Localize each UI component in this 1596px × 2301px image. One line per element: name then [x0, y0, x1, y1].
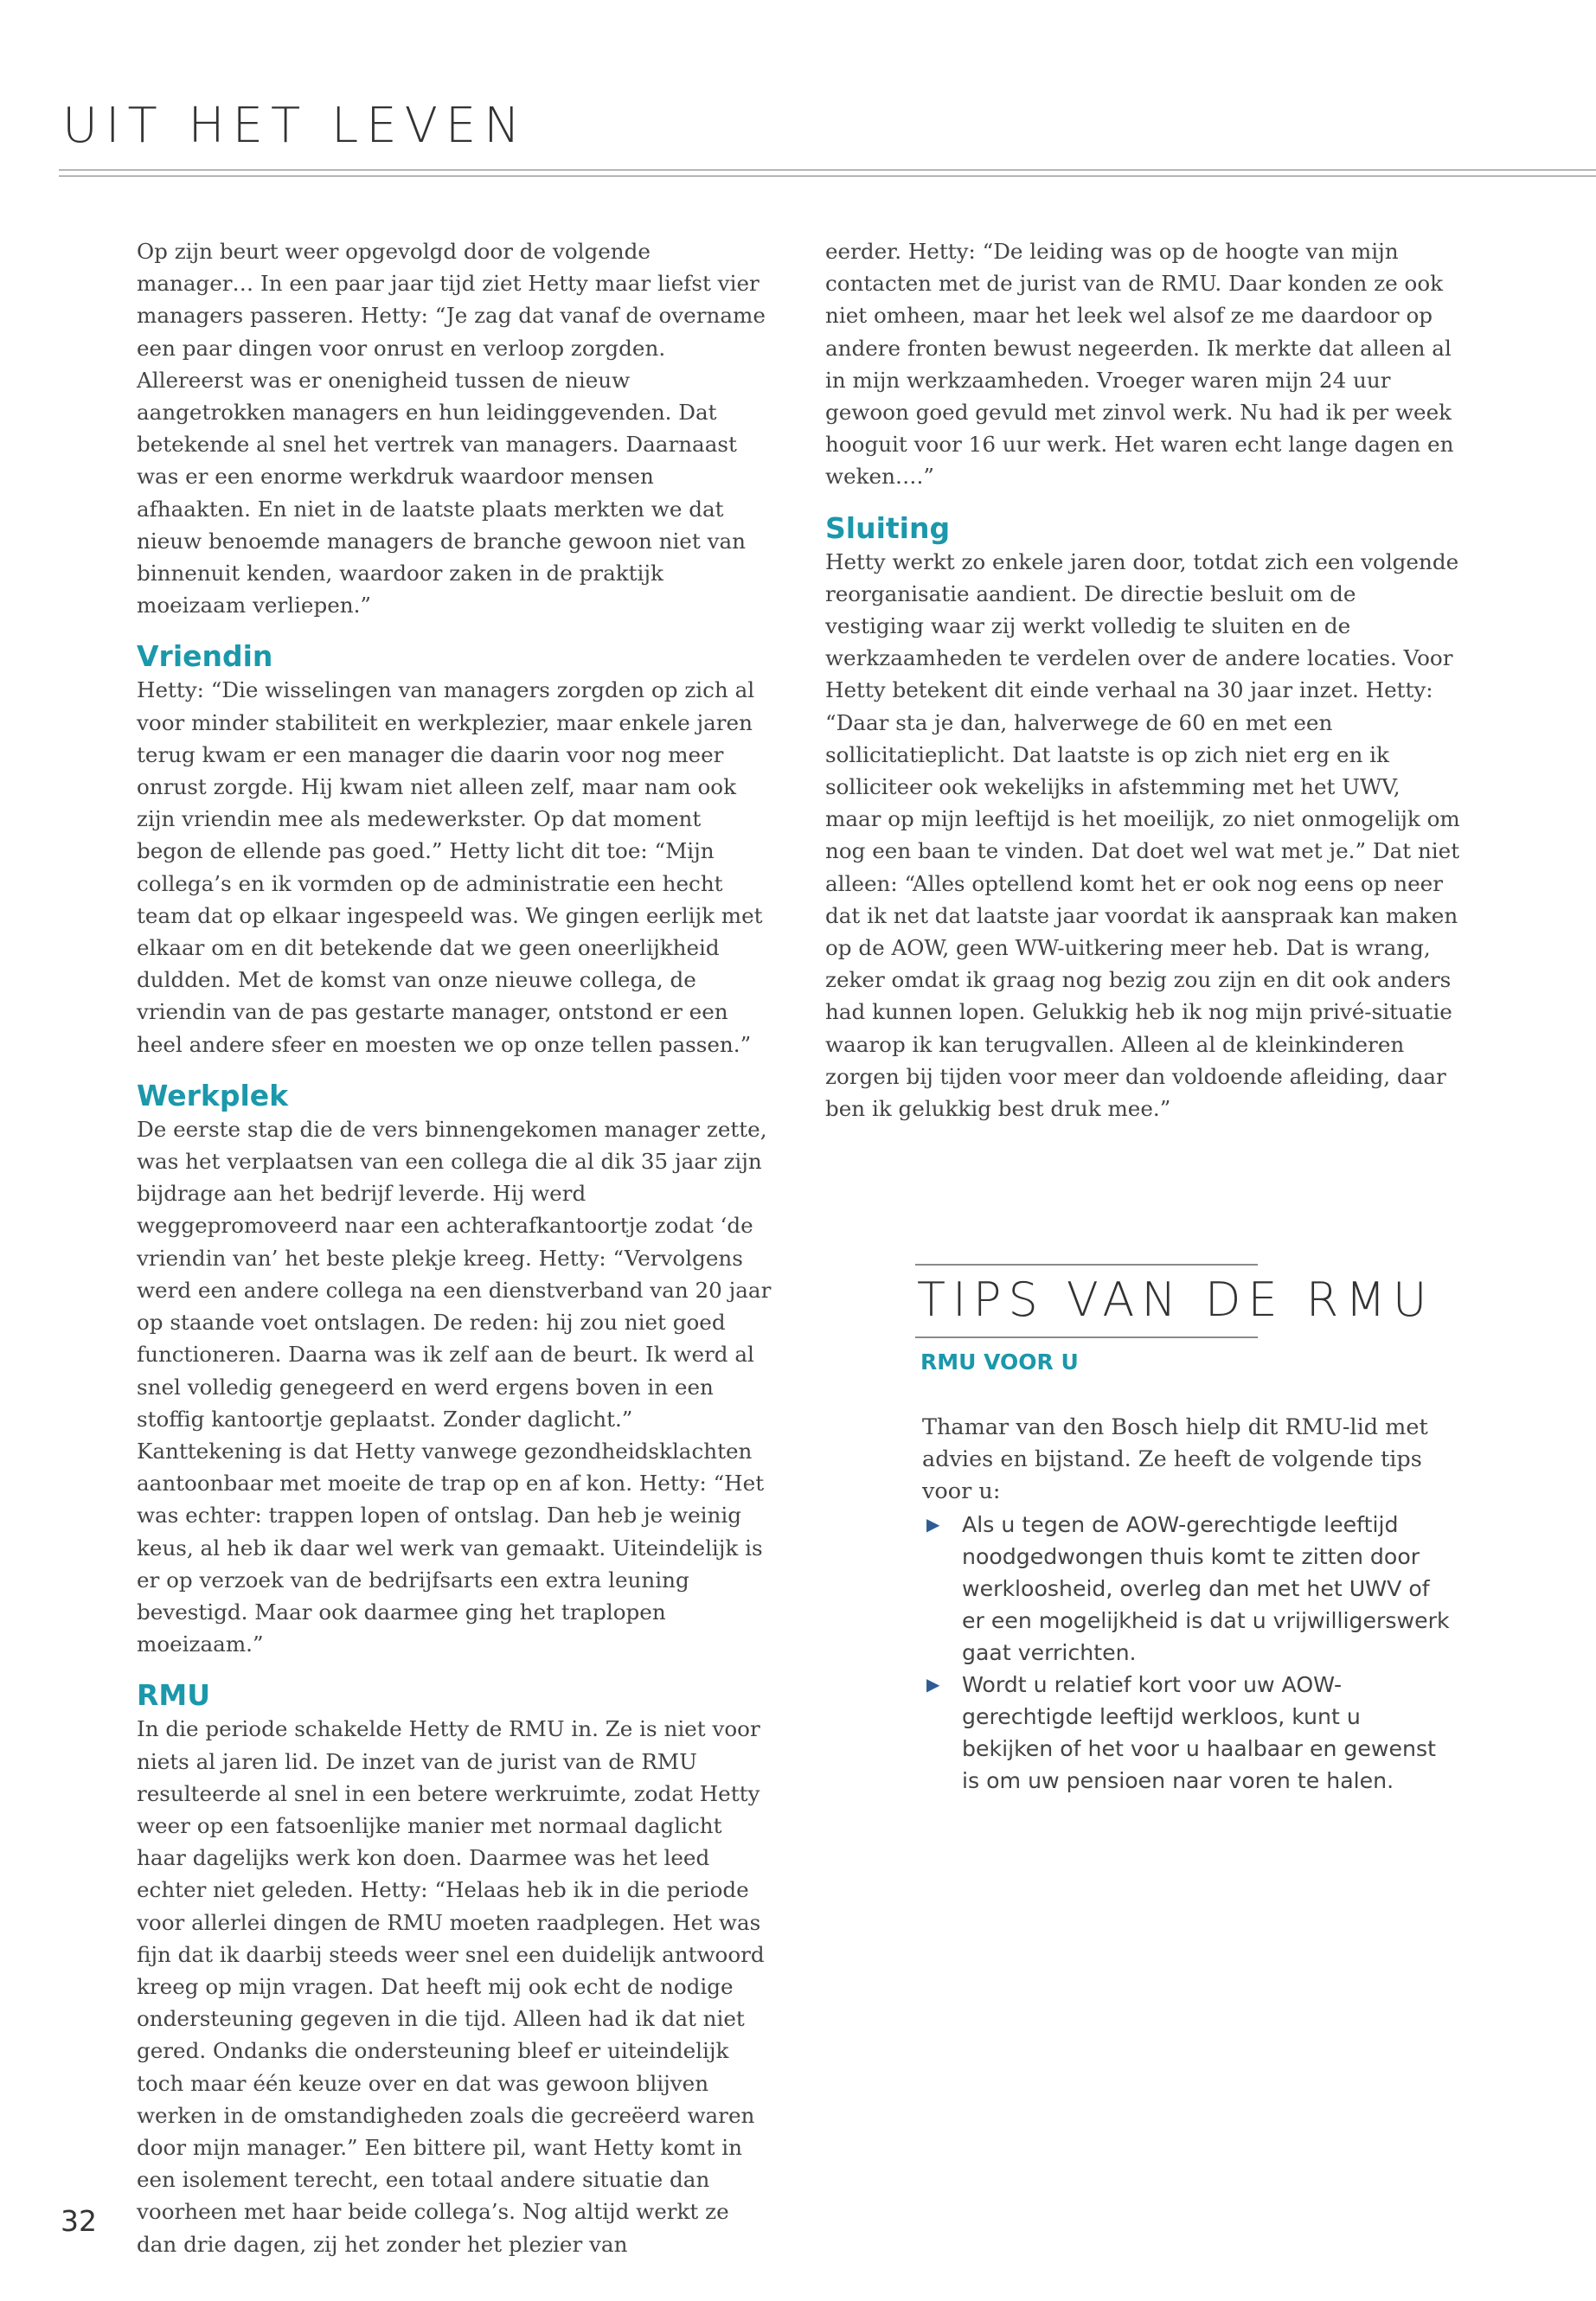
tips-list-item	[922, 1669, 1458, 1797]
tips-subtitle: RMU VOOR U	[920, 1349, 1079, 1375]
tips-rule-top	[915, 1264, 1258, 1266]
triangle-right-icon: ▶	[926, 1514, 940, 1535]
page-number: 32	[61, 2204, 97, 2238]
tips-list	[922, 1509, 1458, 1797]
heading-vriendin: Vriendin	[137, 639, 273, 674]
heading-sluiting: Sluiting	[825, 510, 951, 545]
tip-text: Wordt u relatief kort voor uw AOW-gerechtigde leeftijd werkloos, kunt u bekijken of het voor u haalbaar en gewenst is om uw pensioen naar voren te halen.	[962, 1672, 1436, 1793]
tips-list-item	[922, 1509, 1458, 1669]
paragraph-vriendin: Hetty: “Die wisselingen van managers zorgden op zich al voor minder stabiliteit en werkplezier, maar enkele jaren terug kwam er een manager die daarin voor nog meer onrust zorgde. Hij kwam niet alleen zelf, maar nam ook zijn vriendin mee als medewerkster. Op dat moment begon de ellende pas goed.” Hetty licht dit toe: “Mijn collega’s en ik vormden op de administratie een hecht team dat op elkaar ingespeeld was. We gingen eerlijk met elkaar om en dit betekende dat we geen oneerlijkheid duldden. Met de komst van onze nieuwe collega, de vriendin van de pas gestarte manager, ontstond er een heel andere sfeer en moesten we op onze tellen passen.”	[137, 677, 763, 1057]
heading-rmu: RMU	[137, 1678, 211, 1713]
tips-intro: Thamar van den Bosch hielp dit RMU-lid met advies en bijstand. Ze heeft de volgende tips voor u:	[922, 1414, 1428, 1504]
left-column	[137, 235, 772, 2260]
right-intro-paragraph: eerder. Hetty: “De leiding was op de hoogte van mijn contacten met de jurist van de RMU. Daar konden ze ook niet omheen, maar het leek wel alsof ze me daardoor op andere fronten bewust negeerden. Ik merkte dat alleen al in mijn werkzaamheden. Vroeger waren mijn 24 uur gewoon goed gevuld met zinvol werk. Nu had ik per week hooguit voor 16 uur werk. Het waren echt lange dagen en weken….”	[825, 239, 1454, 490]
paragraph-sluiting: Hetty werkt zo enkele jaren door, totdat zich een volgende reorganisatie aandient. De directie besluit om de vestiging waar zij werkt volledig te sluiten en de werkzaamheden te verdelen over de andere locaties. Voor Hetty betekent dit einde verhaal na 30 jaar inzet. Hetty: “Daar sta je dan, halverwege de 60 en met een sollicitatieplicht. Dat laatste is op zich niet erg en ik solliciteer ook wekelijks in afstemming met het UWV, maar op mijn leeftijd is het moeilijk, zo niet onmogelijk om nog een baan te vinden. Dat doet wel wat met je.” Dat niet alleen: “Alles optellend komt het er ook nog eens op neer dat ik net dat laatste jaar voordat ik aanspraak kan maken op de AOW, geen WW-uitkering meer heb. Dat is wrang, zeker omdat ik graag nog bezig zou zijn en dit ook anders had kunnen lopen. Gelukkig heb ik nog mijn privé-situatie waarop ik kan terugvallen. Alleen al de kleinkinderen zorgen bij tijden voor meer dan voldoende afleiding, daar ben ik gelukkig best druk mee.”	[825, 548, 1460, 1122]
left-intro-paragraph: Op zijn beurt weer opgevolgd door de volgende manager… In een paar jaar tijd ziet Hetty maar liefst vier managers passeren. Hetty: “Je zag dat vanaf de overname een paar dingen voor onrust en verloop zorgden. Allereerst was er onenigheid tussen de nieuw aangetrokken managers en hun leidinggevenden. Dat betekende al snel het vertrek van managers. Daarnaast was er een enorme werkdruk waardoor mensen afhaakten. En niet in de laatste plaats merkten we dat nieuw benoemde managers de branche gewoon niet van binnenuit kenden, waardoor zaken in de praktijk moeizaam verliepen.”	[137, 239, 766, 619]
tips-rule-bottom	[915, 1336, 1258, 1338]
right-column	[825, 235, 1461, 1125]
triangle-right-icon: ▶	[926, 1674, 940, 1695]
tip-text: Als u tegen de AOW-gerechtigde leeftijd noodgedwongen thuis komt te zitten door werkloosheid, overleg dan met het UWV of er een mogelijkheid is dat u vrijwilligerswerk gaat verrichten.	[962, 1512, 1450, 1665]
heading-werkplek: Werkplek	[137, 1078, 289, 1112]
paragraph-werkplek: De eerste stap die de vers binnengekomen manager zette, was het verplaatsen van een collega die al dik 35 jaar zijn bijdrage aan het bedrijf leverde. Hij werd weggepromoveerd naar een achterafkantoortje zodat ‘de vriendin van’ het beste plekje kreeg. Hetty: “Vervolgens werd een andere collega na een dienstverband van 20 jaar op staande voet ontslagen. De reden: hij zou niet goed functioneren. Daarna was ik zelf aan de beurt. Ik werd al snel volledig genegeerd en werd ergens boven in een stoffig kantoortje geplaatst. Zonder daglicht.” Kanttekening is dat Hetty vanwege gezondheidsklachten aantoonbaar met moeite de trap op en af kon. Hetty: “Het was echter: trappen lopen of ontslag. Dan heb je weinig keus, al heb ik daar wel werk van gemaakt. Uiteindelijk is er op verzoek van de bedrijfsarts een extra leuning bevestigd. Maar ook daarmee ging het traplopen moeizaam.”	[137, 1116, 772, 1657]
section-title: UIT HET LEVEN	[62, 98, 529, 154]
tips-title: TIPS VAN DE RMU	[917, 1272, 1434, 1327]
paragraph-rmu: In die periode schakelde Hetty de RMU in. Ze is niet voor niets al jaren lid. De inzet van de jurist van de RMU resulteerde al snel in een betere werkruimte, zodat Hetty weer op een fatsoenlijke manier met normaal daglicht haar dagelijks werk kon doen. Daarmee was het leed echter niet geleden. Hetty: “Helaas heb ik in die periode voor allerlei dingen de RMU moeten raadplegen. Het was fijn dat ik daarbij steeds weer snel een duidelijk antwoord kreeg op mijn vragen. Dat heeft mij ook echt de nodige ondersteuning gegeven in die tijd. Alleen had ik dat niet gered. Ondanks die ondersteuning bleef er uiteindelijk toch maar één keuze over en dat was gewoon blijven werken in de omstandigheden zoals die gecreëerd waren door mijn manager.” Een bittere pil, want Hetty komt in een isolement terecht, een totaal andere situatie dan voorheen met haar beide collega’s. Nog altijd werkt ze dan drie dagen, zij het zonder het plezier van	[137, 1716, 765, 2257]
